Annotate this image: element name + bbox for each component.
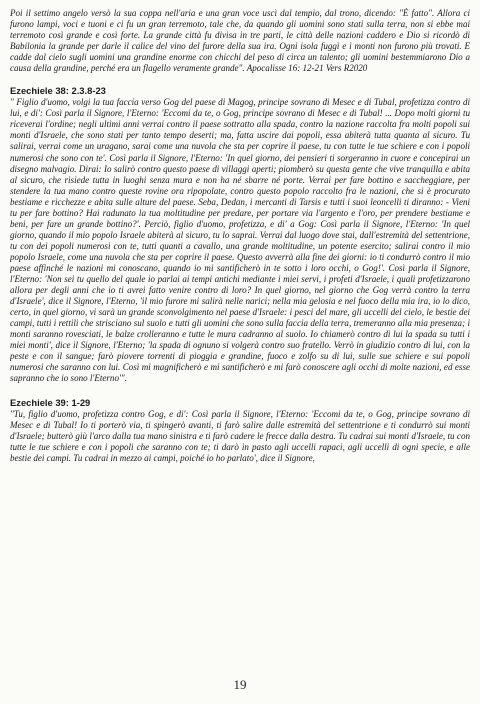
section-heading-ezechiele-39: Ezechiele 39: 1-29 (10, 396, 91, 408)
section-body-ezechiele-39: "Tu, figlio d'uomo, profetizza contro Gog, e di': Così parla il Signore, l'Eterno: 'Eccomi da te, o Gog, principe sovrano di Mesec e di Tubal! Io ti porterò via, ti spingerò avanti, ti farò salire dalle estremità del settentrione e ti condurrò sui monti d'Israele; butterò giù l'arco dalla tua mano sinistra e ti farò cadere le frecce dalla destra. Tu cadrai sui monti d'Israele, tu con tutte le tue schiere e con i popoli che saranno con te; ti darò in pasto agli uccelli rapaci, agli uccelli di ogni specie, e alle bestie dei campi. Tu cadrai in mezzo ai campi, poiché io ho parlato', dice il Signore, (10, 408, 470, 463)
document-page (10, 8, 470, 696)
spacer (10, 385, 470, 397)
spacer (10, 74, 470, 85)
page-number: 19 (233, 677, 247, 692)
section-heading-ezechiele-38: Ezechiele 38: 2.3.8-23 (10, 85, 106, 97)
intro-paragraph: Poi il settimo angelo versò la sua coppa nell'aria e una gran voce uscì dal tempio, dal trono, dicendo: "È fatto". Allora ci furono lampi, voci e tuoni e ci fu un gran terremoto, tale che, da quando gli uomini sono stati sulla terra, non si ebbe mai terremoto così grande e così forte. La grande città fu divisa in tre parti, le città delle nazioni caddero e Dio si ricordò di Babilonia la grande per darle il calice del vino del furore della sua ira. Ogni isola fuggì e i monti non furono più trovati. E cadde dal cielo sugli uomini una grandine enorme con chicchi del peso di circa un talento; gli uomini bestemmiarono Dio a causa della grandine, perché era un flagello veramente grande". Apocalisse 16: 12-21 Vers R2020 (10, 8, 470, 74)
section-body-ezechiele-38: " Figlio d'uomo, volgi la tua faccia verso Gog del paese di Magog, principe sovrano di Mesec e di Tubal, profetizza contro di lui, e di': Così parla il Signore, l'Eterno: 'Eccomi da te, o Gog, principe sovrano di Mesec e di Tubal! ... Dopo molti giorni tu riceverai l'ordine; negli ultimi anni verrai contro il paese sottratto alla spada, contro la nazione raccolta fra molti popoli sui monti d'Israele, che sono stati per tanto tempo deserti; ma, fatta uscire dai popoli, essa abiterà tutta quanta al sicuro. Tu salirai, verrai come un uragano, sarai come una nuvola che sta per coprire il paese, tu con tutte le tue schiere e con i popoli numerosi che sono con te'. Così parla il Signore, l'Eterno: 'In quel giorno, dei pensieri ti sorgeranno in cuore e concepirai un disegno malvagio. Dirai: Io salirò contro questo paese di villaggi aperti; piomberò su questa gente che vive tranquilla e abita al sicuro, che risiede tutta in luoghi senza mura e non ha né sbarre né porte. Verrai per fare bottino e saccheggiare, per stendere la tua mano contro queste rovine ora ripopolate, contro questo popolo raccolto fra le nazioni, che si è procurato bestiame e ricchezze e abita sulle alture del paese. Seba, Dedan, i mercanti di Tarsis e tutti i suoi leoncelli ti diranno: - Vieni tu per fare bottino? Hai radunato la tua moltitudine per predare, per portare via l'argento e l'oro, per prendere bestiame e beni, per fare un grande bottino?'. Perciò, figlio d'uomo, profetizza, e di' a Gog: Così parla il Signore, l'Eterno: 'In quel giorno, quando il mio popolo Israele abiterà al sicuro, tu lo saprai. Verrai dal luogo dove stai, dall'estremità del settentrione, tu con dei popoli numerosi con te, tutti quanti a cavallo, una grande moltitudine, un potente esercito; salirai contro il mio popolo Israele, come una nuvola che sta per coprire il paese. Questo avverrà alla fine dei giorni: io ti condurrò contro il mio paese affinché le nazioni mi conoscano, quando io mi santificherò in te sotto i loro occhi, o Gog!'. Così parla il Signore, l'Eterno: 'Non sei tu quello del quale io parlai ai tempi antichi mediante i miei servi, i profeti d'Israele, i quali profetizzarono allora per degli anni che io ti avrei fatto venire contro di loro? In quel giorno, nel giorno che Gog verrà contro la terra d'Israele', dice il Signore, l'Eterno, 'il mio furore mi salirà nelle narici; nella mia gelosia e nel fuoco della mia ira, io lo dico, certo, in quel giorno, vi sarà un grande sconvolgimento nel paese d'Israele: i pesci del mare, gli uccelli del cielo, le bestie dei campi, tutti i rettili che strisciano sul suolo e tutti gli uomini che sono sulla faccia della terra, tremeranno alla mia presenza; i monti saranno rovesciati, le balze crolleranno e tutte le mura cadranno al suolo. Io chiamerò contro di lui la spada su tutti i miei monti', dice il Signore, l'Eterno; 'la spada di ognuno si volgerà contro suo fratello. Verrò in giudizio contro di lui, con la peste e con il sangue; farò piovere torrenti di pioggia e grandine, fuoco e zolfo su di lui, sulle sue schiere e sui popoli numerosi che saranno con lui. Così mi magnificherò e mi santificherò e mi farò conoscere agli occhi di molte nazioni, ed esse sapranno che io sono l'Eterno'". (10, 97, 470, 384)
